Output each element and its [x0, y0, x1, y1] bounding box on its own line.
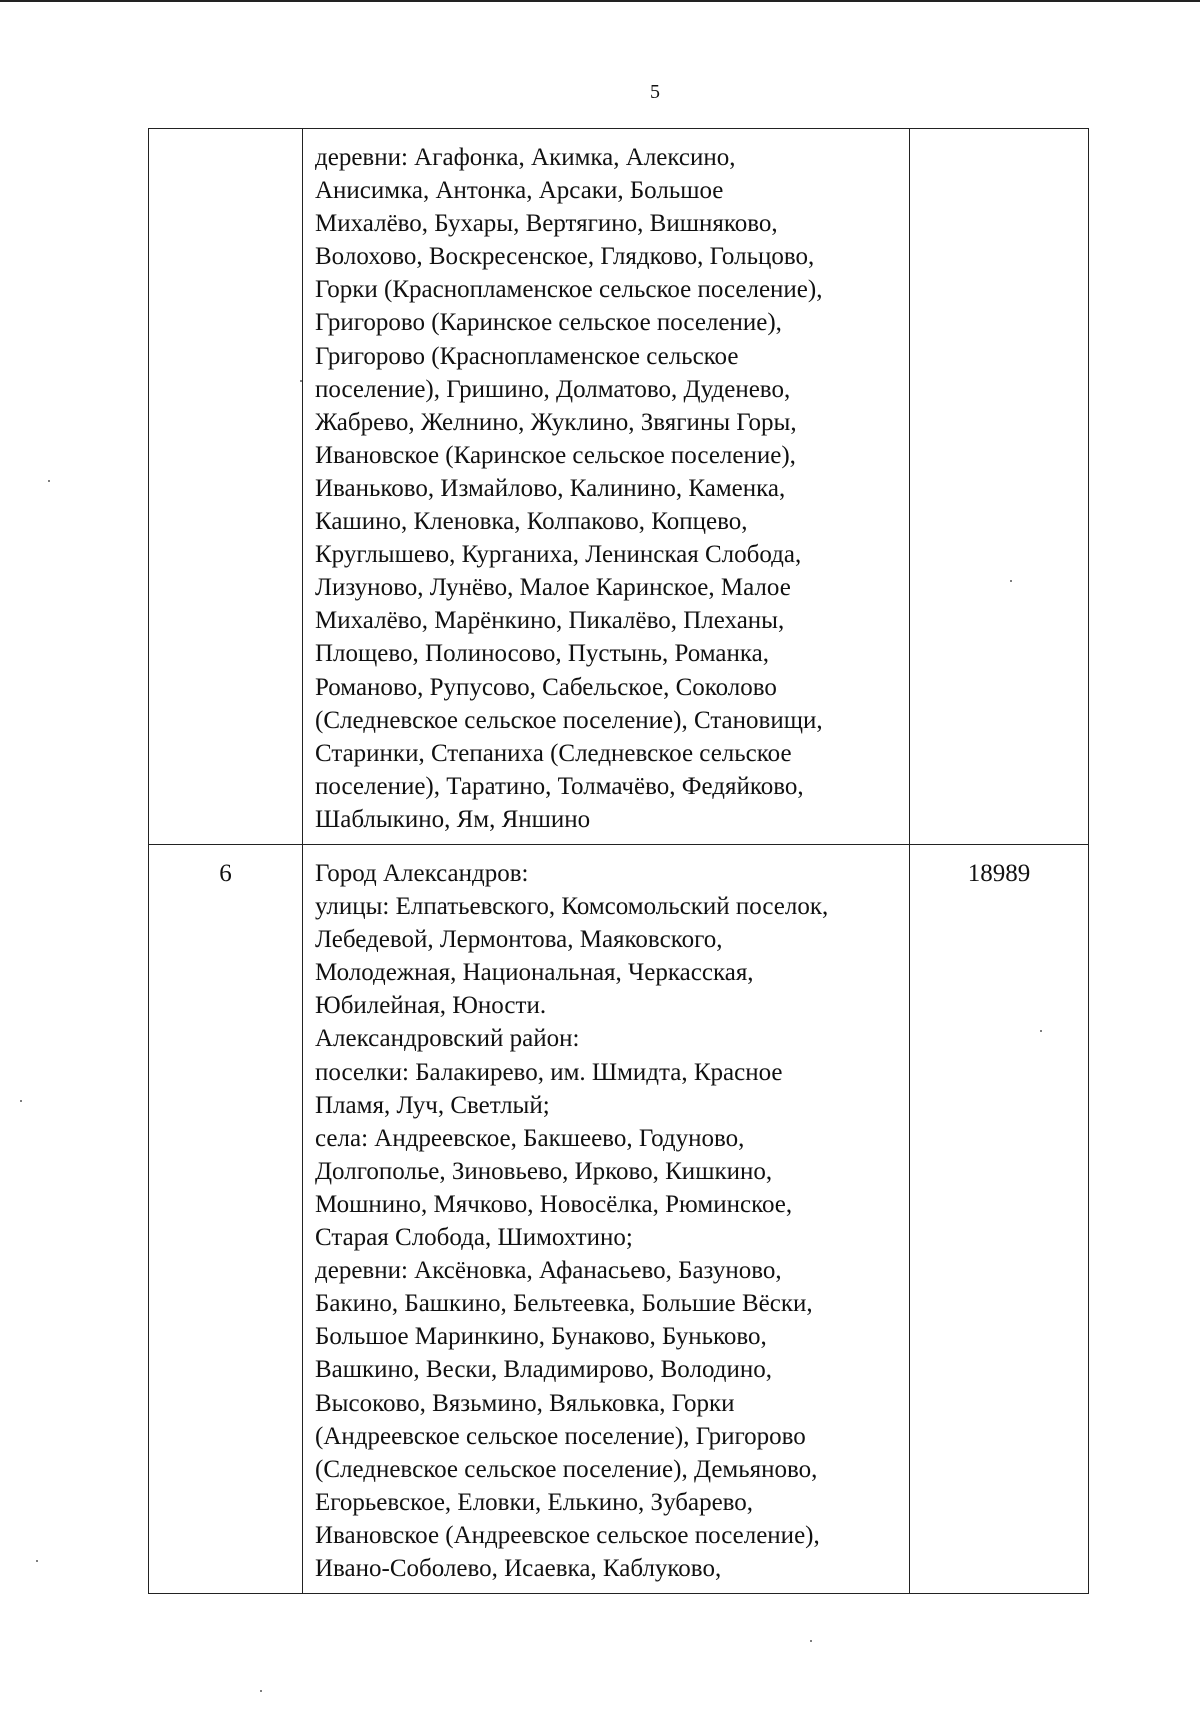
scan-speck [20, 1100, 22, 1102]
population-cell [910, 129, 1089, 845]
settlements-line: Романово, Рупусово, Сабельское, Соколово [315, 673, 777, 701]
settlements-line: Жабрево, Желнино, Жуклино, Звягины Горы, [315, 408, 797, 436]
settlements-cell [303, 129, 910, 845]
settlements-line: Пламя, Луч, Светлый; [315, 1091, 550, 1119]
settlements-line: Вашкино, Вески, Владимирово, Володино, [315, 1356, 772, 1384]
settlements-line: Площево, Полиносово, Пустынь, Романка, [315, 640, 770, 668]
settlements-line: Егорьевское, Еловки, Елькино, Зубарево, [315, 1488, 754, 1516]
population-value: 18989 [967, 860, 1031, 887]
settlements-line: Большое Маринкино, Бунаково, Буньково, [315, 1323, 767, 1351]
settlements-line: поселение), Таратино, Толмачёво, Федяйково, [315, 772, 804, 800]
settlements-line: Волохово, Воскресенское, Глядково, Гольцово, [315, 243, 815, 271]
settlements-line: Кашино, Кленовка, Колпаково, Копцево, [315, 508, 748, 536]
settlements-line: Григорово (Краснопламенское сельское [315, 342, 739, 370]
scan-speck [1010, 580, 1012, 582]
settlements-line: деревни: Аксёновка, Афанасьево, Базуново, [315, 1257, 782, 1285]
settlements-line: Иваньково, Измайлово, Калинино, Каменка, [315, 474, 786, 502]
settlements-line: Мошнино, Мячково, Новосёлка, Рюминское, [315, 1190, 793, 1218]
scan-speck [48, 480, 50, 482]
settlements-line: Лебедевой, Лермонтова, Маяковского, [315, 926, 723, 954]
district-number: 6 [219, 860, 232, 887]
population-cell [910, 845, 1089, 1594]
settlements-line: Юбилейная, Юности. [315, 992, 547, 1020]
settlements-line: Ивано-Соболево, Исаевка, Каблуково, [315, 1554, 722, 1582]
settlements-line: поселение), Гришино, Долматово, Дуденево, [315, 375, 791, 403]
district-number [149, 129, 302, 141]
settlements-line: Ивановское (Андреевское сельское поселение), [315, 1521, 820, 1549]
districts-table [148, 128, 1089, 1594]
settlements-line: улицы: Елпатьевского, Комсомольский поселок, [315, 893, 829, 921]
settlements-line: Высоково, Вязьмино, Вяльковка, Горки [315, 1389, 735, 1417]
settlements-line: Лизуново, Лунёво, Малое Каринское, Малое [315, 574, 791, 602]
district-number-cell [149, 129, 303, 845]
settlements-line: Город Александров: [315, 860, 529, 887]
settlements-line: Григорово (Каринское сельское поселение), [315, 309, 782, 337]
scan-top-edge [0, 0, 1200, 2]
settlements-line: деревни: Агафонка, Акимка, Алексино, [315, 144, 736, 171]
settlements-line: Шаблыкино, Ям, Яншино [315, 805, 591, 833]
settlements-line: Ивановское (Каринское сельское поселение), [315, 441, 796, 469]
settlements-list [303, 129, 909, 844]
settlements-line: (Следневское сельское поселение), Становищи, [315, 706, 823, 734]
page-number: 5 [650, 81, 660, 103]
settlements-line: села: Андреевское, Бакшеево, Годуново, [315, 1124, 745, 1152]
settlements-line: Михалёво, Бухары, Вертягино, Вишняково, [315, 210, 778, 238]
settlements-line: поселки: Балакирево, им. Шмидта, Красное [315, 1058, 783, 1086]
settlements-line: Михалёво, Марёнкино, Пикалёво, Плеханы, [315, 607, 785, 635]
settlements-line: (Андреевское сельское поселение), Григорово [315, 1422, 806, 1450]
settlements-line: Круглышево, Курганиха, Ленинская Слобода, [315, 541, 802, 569]
scan-speck [260, 1690, 262, 1692]
settlements-line: Анисимка, Антонка, Арсаки, Большое [315, 177, 724, 205]
settlements-line: Долгополье, Зиновьево, Ирково, Кишкино, [315, 1157, 773, 1185]
population-value [910, 129, 1088, 141]
settlements-list [303, 845, 909, 1593]
table-row [149, 845, 1089, 1594]
settlements-line: Старая Слобода, Шимохтино; [315, 1224, 633, 1252]
settlements-line: Молодежная, Национальная, Черкасская, [315, 959, 754, 987]
settlements-line: Горки (Краснопламенское сельское поселение), [315, 276, 823, 304]
district-number-cell [149, 845, 303, 1594]
settlements-line: Старинки, Степаниха (Следневское сельское [315, 739, 792, 767]
settlements-line: Александровский район: [315, 1025, 580, 1053]
scan-speck [810, 1640, 812, 1642]
scan-speck [36, 1560, 38, 1562]
scan-speck [1040, 1030, 1042, 1032]
settlements-line: (Следневское сельское поселение), Демьяново, [315, 1455, 818, 1483]
scan-speck [300, 380, 302, 382]
settlements-line: Бакино, Башкино, Бельтеевка, Большие Вёски, [315, 1290, 813, 1318]
table-row [149, 129, 1089, 845]
settlements-cell [303, 845, 910, 1594]
